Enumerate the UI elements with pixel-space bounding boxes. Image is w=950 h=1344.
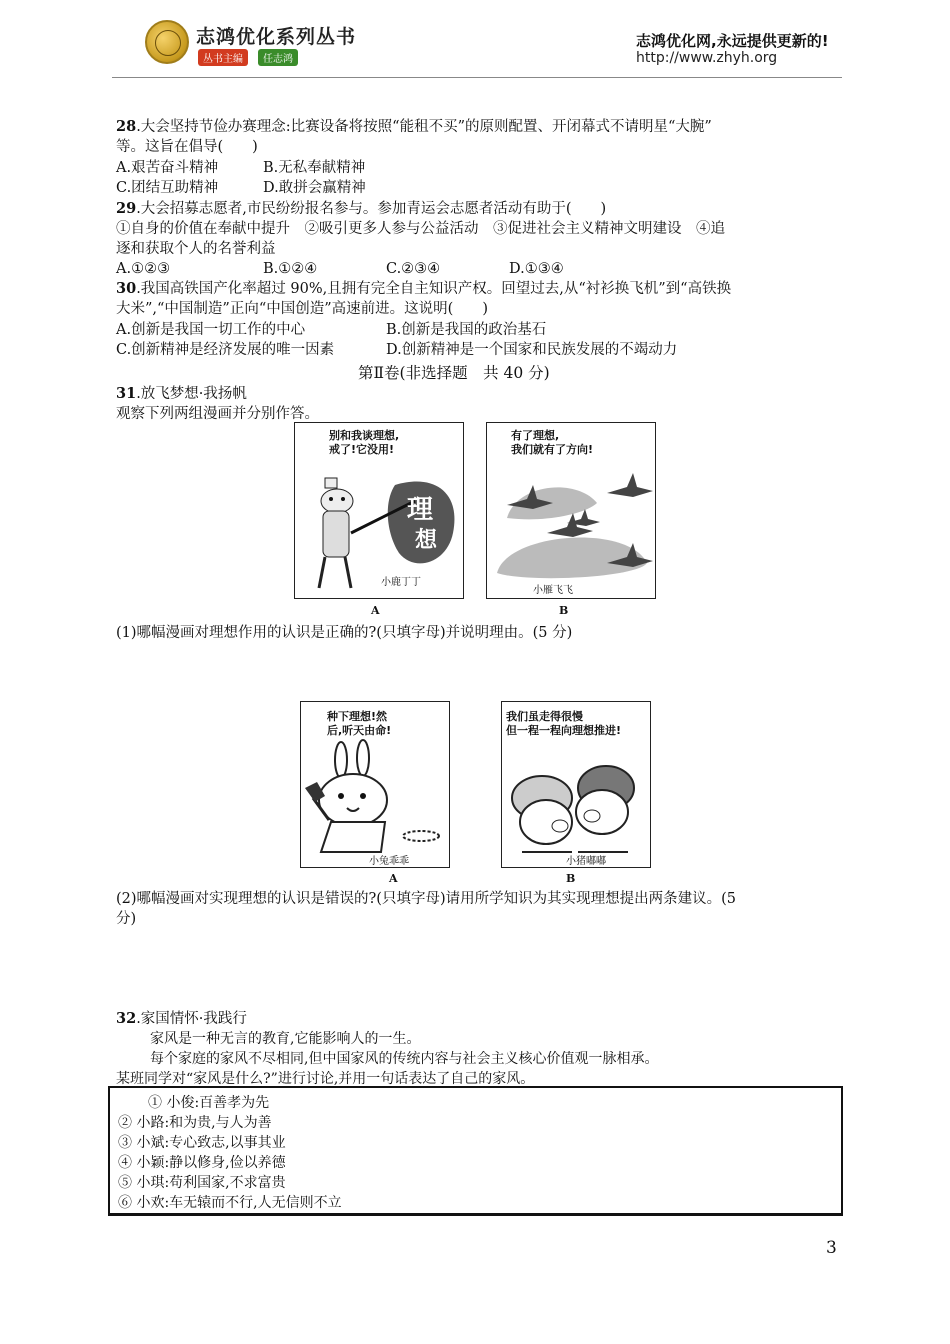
cartoon-1-label-b: B bbox=[559, 604, 569, 617]
rabbit-illustration-icon bbox=[301, 702, 449, 867]
q29-stem: 29.大会招募志愿者,市民纷纷报名参与。参加青运会志愿者活动有助于( ) bbox=[116, 200, 607, 217]
cartoon-2a-caption-line2: 后,听天由命! bbox=[327, 724, 392, 737]
q28-stem-cont: 等。这旨在倡导( ) bbox=[116, 139, 258, 155]
q32-number: 32 bbox=[116, 1010, 137, 1027]
q32-title: 32.家国情怀·我践行 bbox=[116, 1010, 247, 1027]
q31-sub2-cont: 分) bbox=[116, 911, 137, 927]
q29-option-a: A.①②③ bbox=[116, 261, 171, 277]
q29-option-d: D.①③④ bbox=[509, 261, 564, 277]
cartoon-2a-name: 小兔乖乖 bbox=[369, 856, 409, 867]
deer-illustration-icon bbox=[295, 423, 463, 598]
cartoon-2b-caption-line1: 我们虽走得很慢 bbox=[506, 710, 583, 723]
series-logo-icon bbox=[145, 20, 189, 64]
q30-stem-cont: 大米”,“中国制造”正向“中国创造”高速前进。这说明( ) bbox=[116, 301, 488, 317]
cartoon-2-label-a: A bbox=[389, 872, 398, 885]
cartoon-1a bbox=[294, 422, 464, 599]
header-url[interactable]: http://www.zhyh.org bbox=[636, 50, 778, 66]
cartoon-1b-caption-line1: 有了理想, bbox=[511, 429, 560, 442]
q28-option-c: C.团结互助精神 bbox=[116, 180, 219, 196]
cartoon-2a bbox=[300, 701, 450, 868]
q30-stem: 30.我国高铁国产化率超过 90%,且拥有完全自主知识产权。回望过去,从“衬衫换飞机”到“高铁换 bbox=[116, 280, 732, 297]
header-divider bbox=[112, 77, 842, 78]
q31-number: 31 bbox=[116, 385, 137, 402]
cartoon-1a-glyph-1: 理 bbox=[407, 495, 434, 525]
cartoon-1a-name: 小鹿丁丁 bbox=[381, 577, 421, 588]
q30-number: 30 bbox=[116, 280, 137, 297]
section-2-title: 第Ⅱ卷(非选择题 共 40 分) bbox=[358, 364, 550, 382]
q31-title: 31.放飞梦想·我扬帆 bbox=[116, 385, 247, 402]
q29-option-c: C.②③④ bbox=[386, 261, 441, 277]
editor-name-badge: 任志鸿 bbox=[258, 49, 298, 66]
cartoon-2b-caption-line2: 但一程一程向理想推进! bbox=[506, 724, 622, 737]
q30-option-a: A.创新是我国一切工作的中心 bbox=[116, 322, 306, 338]
q29-number: 29 bbox=[116, 200, 137, 217]
q29-items-cont: 逐和获取个人的名誉利益 bbox=[116, 241, 276, 257]
cartoon-1b-caption-line2: 我们就有了方向! bbox=[511, 443, 594, 456]
pigs-illustration-icon bbox=[502, 702, 650, 867]
page-number: 3 bbox=[826, 1238, 837, 1258]
cartoon-2b bbox=[501, 701, 651, 868]
motto-item: ① 小俊:百善孝为先 bbox=[148, 1095, 270, 1111]
motto-item: ⑤ 小琪:苟利国家,不求富贵 bbox=[118, 1175, 286, 1191]
page-header bbox=[0, 0, 950, 80]
q32-paragraph-1: 家风是一种无言的教育,它能影响人的一生。 bbox=[150, 1031, 421, 1047]
cartoon-1b-name: 小雁飞飞 bbox=[533, 585, 573, 596]
cartoon-1-label-a: A bbox=[371, 604, 380, 617]
q28-option-b: B.无私奉献精神 bbox=[263, 160, 366, 176]
q30-option-d: D.创新精神是一个国家和民族发展的不竭动力 bbox=[386, 342, 678, 358]
cartoon-1a-caption-line2: 戒了!它没用! bbox=[329, 443, 395, 456]
q28-number: 28 bbox=[116, 118, 137, 135]
cartoon-1b bbox=[486, 422, 656, 599]
q31-intro: 观察下列两组漫画并分别作答。 bbox=[116, 406, 319, 422]
q29-option-b: B.①②④ bbox=[263, 261, 318, 277]
cartoon-1a-caption-line1: 别和我谈理想, bbox=[329, 429, 400, 442]
q29-items: ①自身的价值在奉献中提升 ②吸引更多人参与公益活动 ③促进社会主义精神文明建设 ④追 bbox=[116, 221, 725, 237]
motto-item: ⑥ 小欢:车无辕而不行,人无信则不立 bbox=[118, 1195, 342, 1211]
family-motto-box bbox=[108, 1086, 843, 1216]
q30-option-b: B.创新是我国的政治基石 bbox=[386, 322, 547, 338]
series-title: 志鸿优化系列丛书 bbox=[196, 26, 357, 48]
cartoon-2-label-b: B bbox=[566, 872, 576, 885]
header-slogan: 志鸿优化网,永远提供更新的! bbox=[636, 32, 829, 50]
cartoon-2b-name: 小猪嘟嘟 bbox=[566, 856, 606, 867]
q32-paragraph-3: 某班同学对“家风是什么?”进行讨论,并用一句话表达了自己的家风。 bbox=[116, 1071, 535, 1087]
motto-item: ③ 小斌:专心致志,以事其业 bbox=[118, 1135, 286, 1151]
q31-sub1: (1)哪幅漫画对理想作用的认识是正确的?(只填字母)并说明理由。(5 分) bbox=[116, 625, 573, 641]
motto-item: ④ 小颖:静以修身,俭以养德 bbox=[118, 1155, 286, 1171]
q28-option-a: A.艰苦奋斗精神 bbox=[116, 160, 219, 176]
geese-illustration-icon bbox=[487, 423, 655, 598]
q28-option-d: D.敢拼会赢精神 bbox=[263, 180, 366, 196]
q30-option-c: C.创新精神是经济发展的唯一因素 bbox=[116, 342, 335, 358]
cartoon-2a-caption-line1: 种下理想!然 bbox=[327, 710, 388, 723]
q28-stem: 28.大会坚持节俭办赛理念:比赛设备将按照“能租不买”的原则配置、开闭幕式不请明星“大腕” bbox=[116, 118, 712, 135]
q31-sub2: (2)哪幅漫画对实现理想的认识是错误的?(只填字母)请用所学知识为其实现理想提出两条建议。(5 bbox=[116, 891, 737, 907]
cartoon-1a-glyph-2: 想 bbox=[415, 527, 438, 553]
q32-paragraph-2: 每个家庭的家风不尽相同,但中国家风的传统内容与社会主义核心价值观一脉相承。 bbox=[150, 1051, 659, 1067]
motto-item: ② 小路:和为贵,与人为善 bbox=[118, 1115, 272, 1131]
editor-badge: 丛书主编 bbox=[198, 49, 248, 66]
